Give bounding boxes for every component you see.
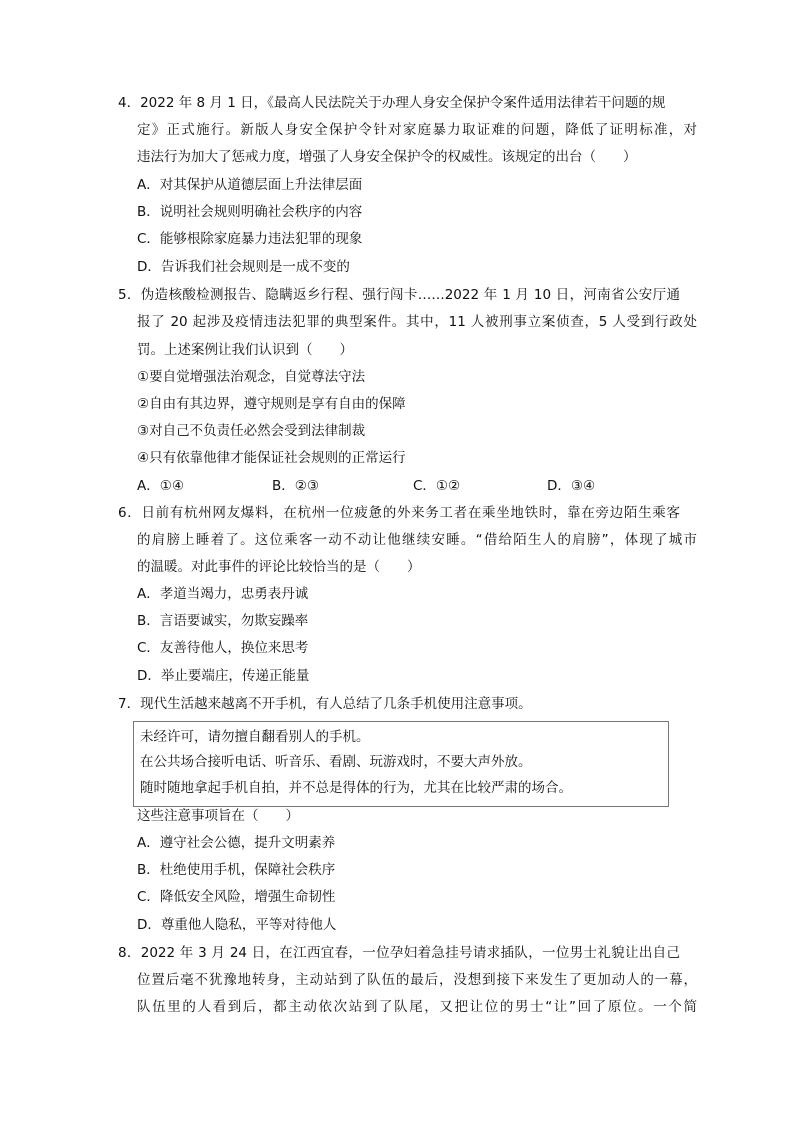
q7-option-a: A．遵守社会公德，提升文明素养 [137,835,336,851]
q4-option-b: B．说明社会规则明确社会秩序的内容 [137,204,363,220]
q7-option-d: D．尊重他人隐私，平等对待他人 [137,917,337,933]
q5-stem-line-1: 5．伪造核酸检测报告、隐瞒返乡行程、强行闯卡……2022 年 1 月 10 日，河南省公安厅通 [118,287,680,303]
q4-option-d: D．告诉我们社会规则是一成不变的 [137,259,350,275]
q7-stem-question: 这些注意事项旨在（ ） [137,808,299,824]
q8-stem-line-3: 队伍里的人看到后，都主动依次站到了队尾，又把让位的男士“让”回了原位。一个简 [137,999,697,1015]
q5-option-c: C．①② [413,478,461,494]
q7-option-c: C．降低安全风险，增强生命韧性 [137,889,336,905]
q6-option-d: D．举止要端庄，传递正能量 [137,668,310,684]
q5-stem-line-3: 罚。上述案例让我们认识到（ ） [137,342,353,358]
q7-box-line-3: 随时随地拿起手机自拍，并不总是得体的行为，尤其在比较严肃的场合。 [140,780,572,796]
q7-option-b: B．杜绝使用手机，保障社会秩序 [137,862,336,878]
q7-box-line-2: 在公共场合接听电话、听音乐、看剧、玩游戏时，不要大声外放。 [140,754,532,770]
q8-stem-line-2: 位置后毫不犹豫地转身，主动站到了队伍的最后，没想到接下来发生了更加动人的一幕， [137,972,697,988]
q4-stem-line-3: 违法行为加大了惩戒力度，增强了人身安全保护令的权威性。该规定的出台（ ） [137,149,637,165]
q6-stem-line-3: 的温暖。对此事件的评论比较恰当的是（ ） [137,559,421,575]
q5-statement-1: ①要自觉增强法治观念，自觉尊法守法 [137,369,366,385]
q4-option-a: A．对其保护从道德层面上升法律层面 [137,177,363,193]
q6-option-c: C．友善待他人，换位来思考 [137,640,309,656]
q5-statement-4: ④只有依靠他律才能保证社会规则的正常运行 [137,450,406,466]
q5-statement-2: ②自由有其边界，遵守规则是享有自由的保障 [137,396,406,412]
q5-option-b: B．②③ [272,478,319,494]
q4-option-c: C．能够根除家庭暴力违法犯罪的现象 [137,231,363,247]
q4-stem-line-2: 定》正式施行。新版人身安全保护令针对家庭暴力取证难的问题，降低了证明标准，对 [137,122,697,138]
q7-stem-line-1: 7．现代生活越来越离不开手机，有人总结了几条手机使用注意事项。 [118,696,532,712]
q6-option-b: B．言语要诚实，勿欺妄躁率 [137,613,309,629]
q6-option-a: A．孝道当竭力，忠勇表丹诚 [137,586,309,602]
q5-option-d: D．③④ [547,478,596,494]
q6-stem-line-2: 的肩膀上睡着了。这位乘客一动不动让他继续安睡。“借给陌生人的肩膀”，体现了城市 [137,532,697,548]
q5-option-a: A．①④ [137,478,184,494]
q7-box-line-1: 未经许可，请勿擅自翻看别人的手机。 [140,729,370,745]
q4-stem-line-1: 4．2022 年 8 月 1 日，《最高人民法院关于办理人身安全保护令案件适用法律若干问题的规 [118,95,666,111]
q5-stem-line-2: 报了 20 起涉及疫情违法犯罪的典型案件。其中，11 人被刑事立案侦查，5 人受到行政处 [137,314,697,330]
q6-stem-line-1: 6．日前有杭州网友爆料，在杭州一位疲惫的外来务工者在乘坐地铁时，靠在旁边陌生乘客 [118,505,680,521]
q5-statement-3: ③对自己不负责任必然会受到法律制裁 [137,423,366,439]
q8-stem-line-1: 8．2022 年 3 月 24 日，在江西宜春，一位孕妇着急挂号请求插队，一位男士礼貌让出自己 [118,945,680,961]
